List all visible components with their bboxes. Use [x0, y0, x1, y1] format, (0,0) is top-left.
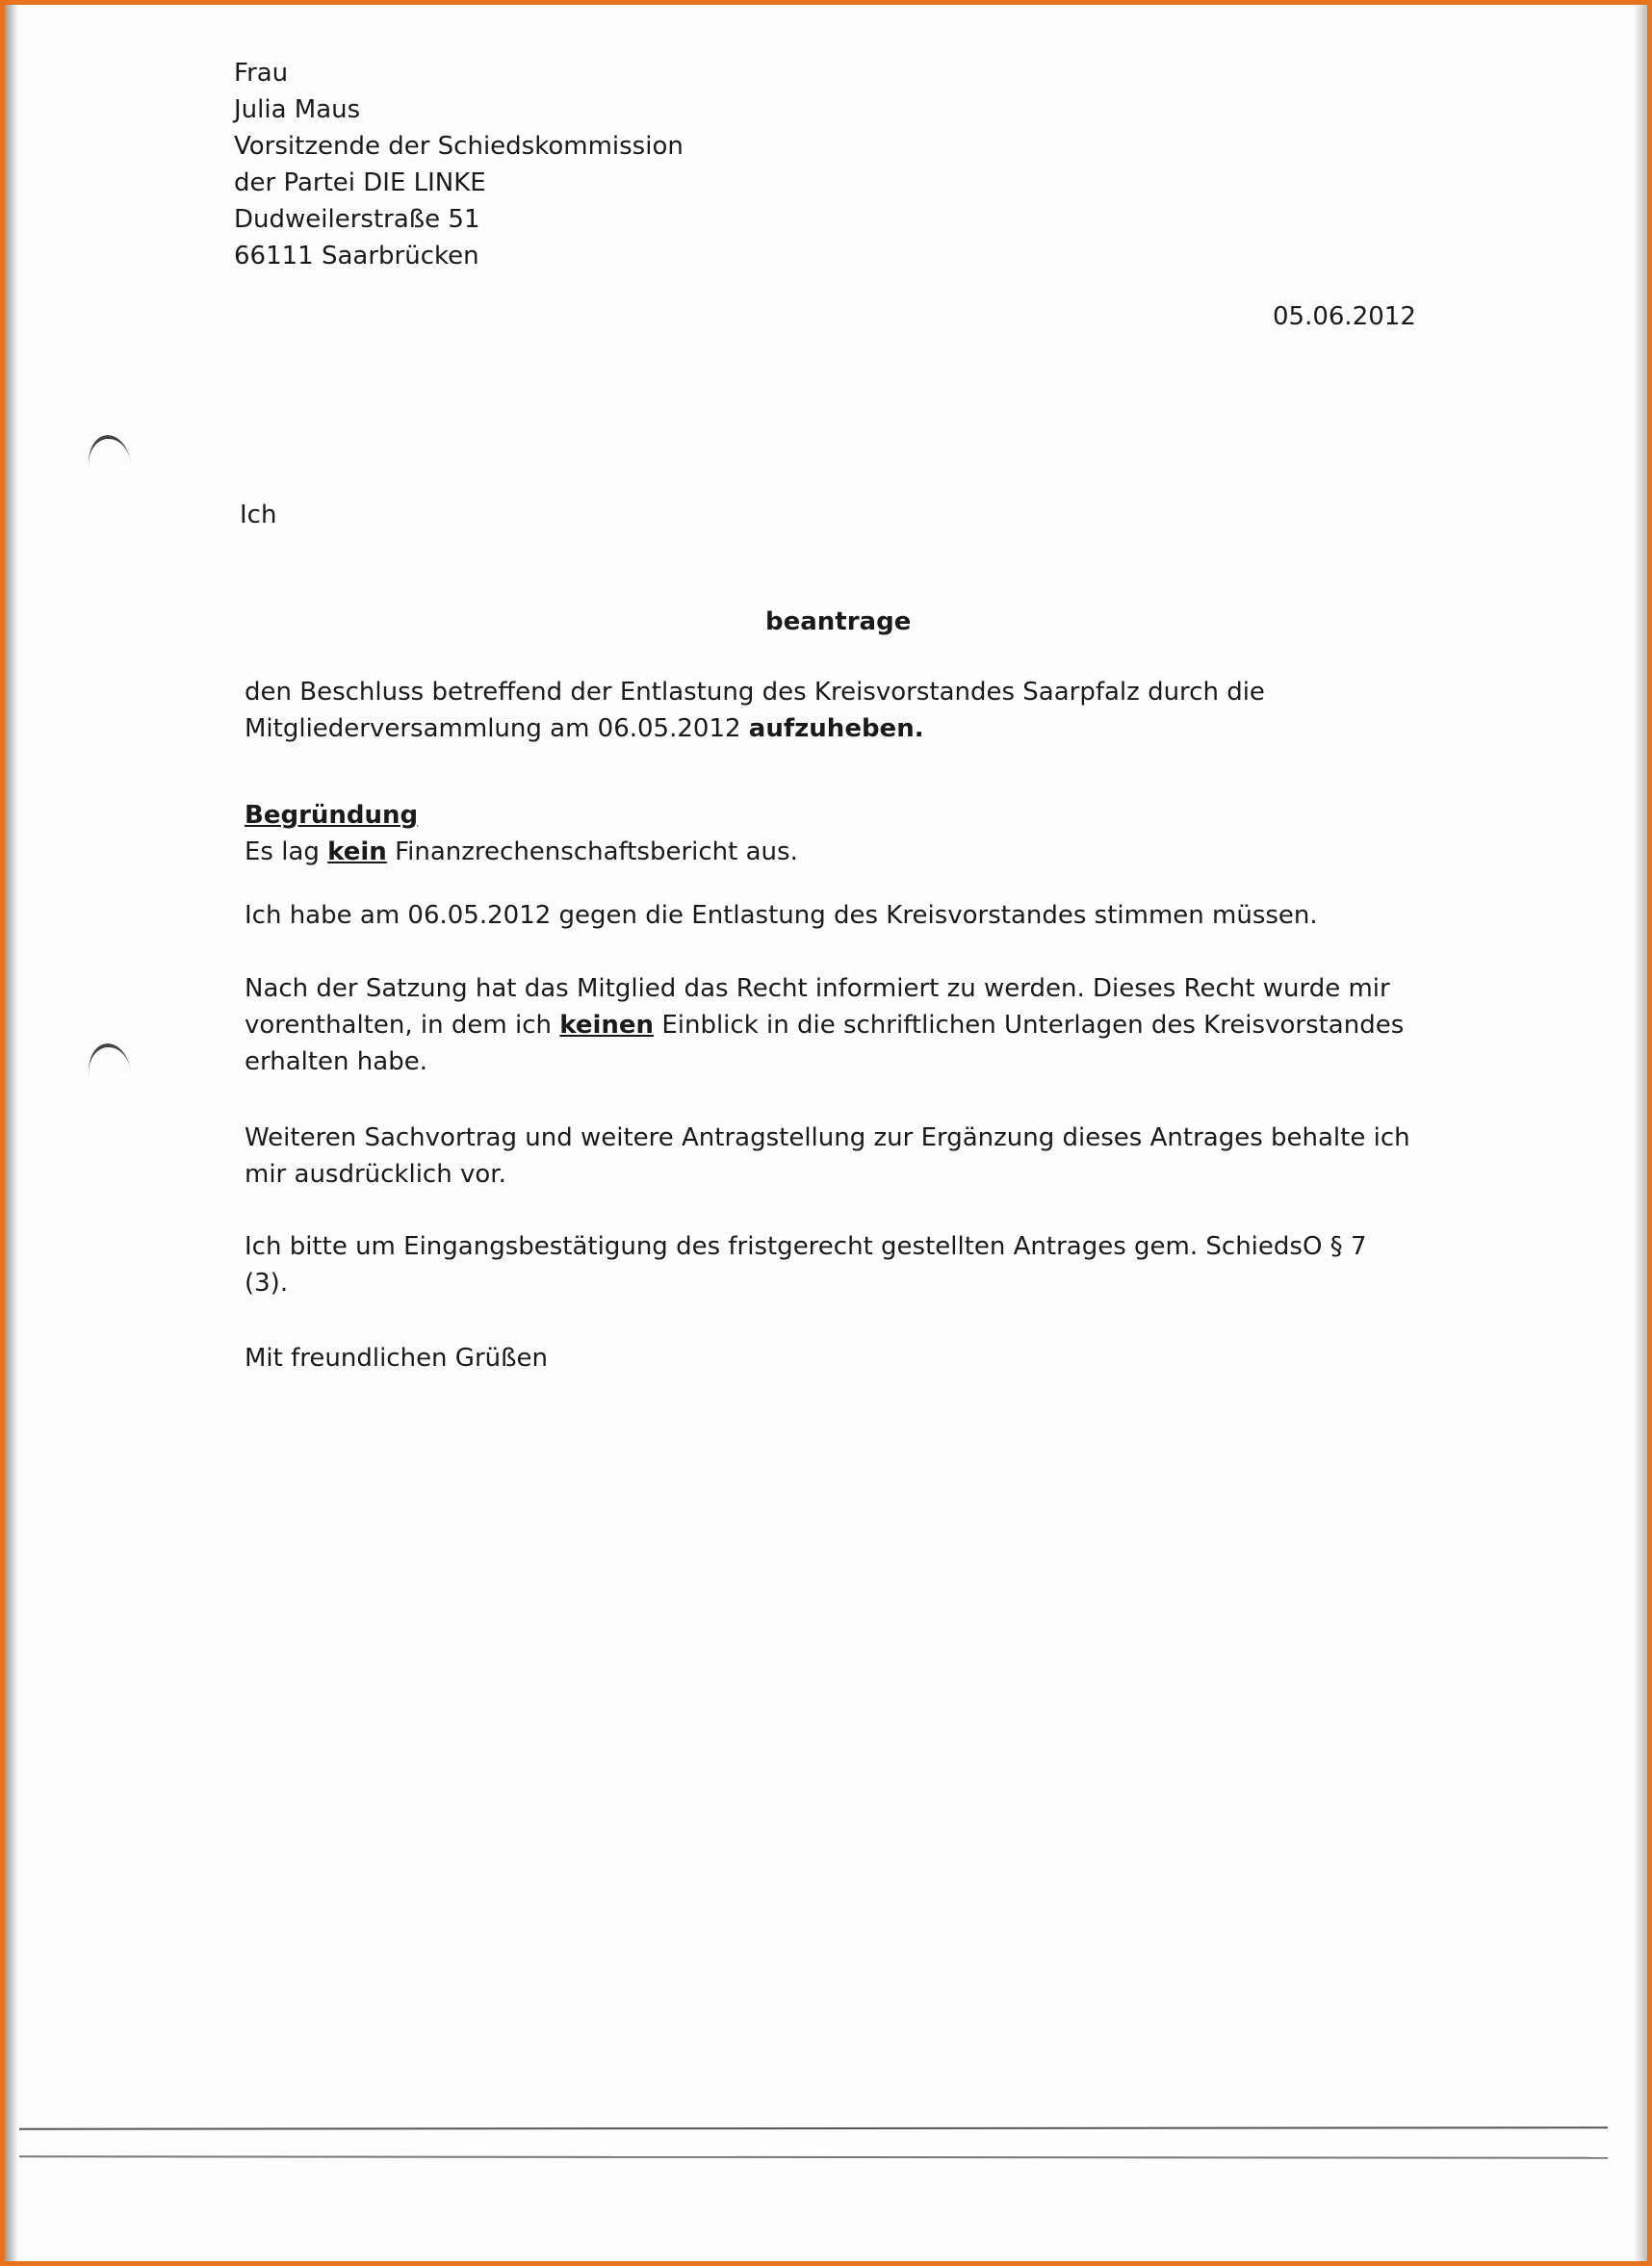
confirmation-line-1: Ich bitte um Eingangsbestätigung des fristgerecht gestellten Antrages gem. SchiedsO § 7 [245, 1232, 1367, 1261]
request-heading: beantrage [765, 607, 912, 636]
reasoning-line-prefix: Es lag [245, 837, 320, 866]
recipient-address [234, 55, 684, 274]
recipient-salutation: Frau [234, 59, 289, 88]
recipient-street: Dudweilerstraße 51 [234, 205, 480, 234]
reasoning-line-emphasis: kein [327, 837, 387, 866]
opening-word: Ich [240, 501, 277, 529]
request-line-1: den Beschluss betreffend der Entlastung des Kreisvorstandes Saarpfalz durch die [245, 678, 1265, 707]
rights-line-2-emphasis: keinen [559, 1011, 655, 1040]
recipient-role: Vorsitzende der Schiedskommission [234, 132, 684, 161]
recipient-city: 66111 Saarbrücken [234, 242, 479, 270]
vote-paragraph: Ich habe am 06.05.2012 gegen die Entlastung des Kreisvorstandes stimmen müssen. [245, 901, 1318, 930]
confirmation-paragraph [245, 1228, 1366, 1301]
reserve-paragraph [245, 1120, 1410, 1193]
reasoning-section [245, 797, 798, 870]
rights-line-3: erhalten habe. [245, 1047, 427, 1076]
closing-greeting: Mit freundlichen Grüßen [245, 1344, 548, 1373]
reserve-line-2: mir ausdrücklich vor. [245, 1160, 506, 1189]
request-line-2 [245, 710, 1265, 747]
recipient-org: der Partei DIE LINKE [234, 168, 486, 197]
letter-date: 05.06.2012 [1273, 302, 1416, 331]
reserve-line-1: Weiteren Sachvortrag und weitere Antragstellung zur Ergänzung dieses Antrages behalte ich [245, 1123, 1410, 1152]
reasoning-heading: Begründung [245, 801, 419, 830]
rights-paragraph [245, 970, 1404, 1080]
reasoning-line-suffix: Finanzrechenschaftsbericht aus. [395, 837, 798, 866]
request-line-2-text: Mitgliederversammlung am 06.05.2012 [245, 714, 741, 743]
request-paragraph [245, 674, 1265, 747]
request-line-2-emphasis: aufzuheben. [748, 714, 924, 743]
rights-line-2-suffix: Einblick in die schriftlichen Unterlagen des Kreisvorstandes [661, 1011, 1405, 1040]
recipient-name: Julia Maus [234, 95, 361, 124]
rights-line-2-prefix: vorenthalten, in dem ich [245, 1011, 552, 1040]
confirmation-line-2: (3). [245, 1269, 289, 1298]
reasoning-line [245, 834, 798, 870]
rights-line-1: Nach der Satzung hat das Mitglied das Recht informiert zu werden. Dieses Recht wurde mir [245, 974, 1390, 1003]
rights-line-2 [245, 1007, 1404, 1043]
